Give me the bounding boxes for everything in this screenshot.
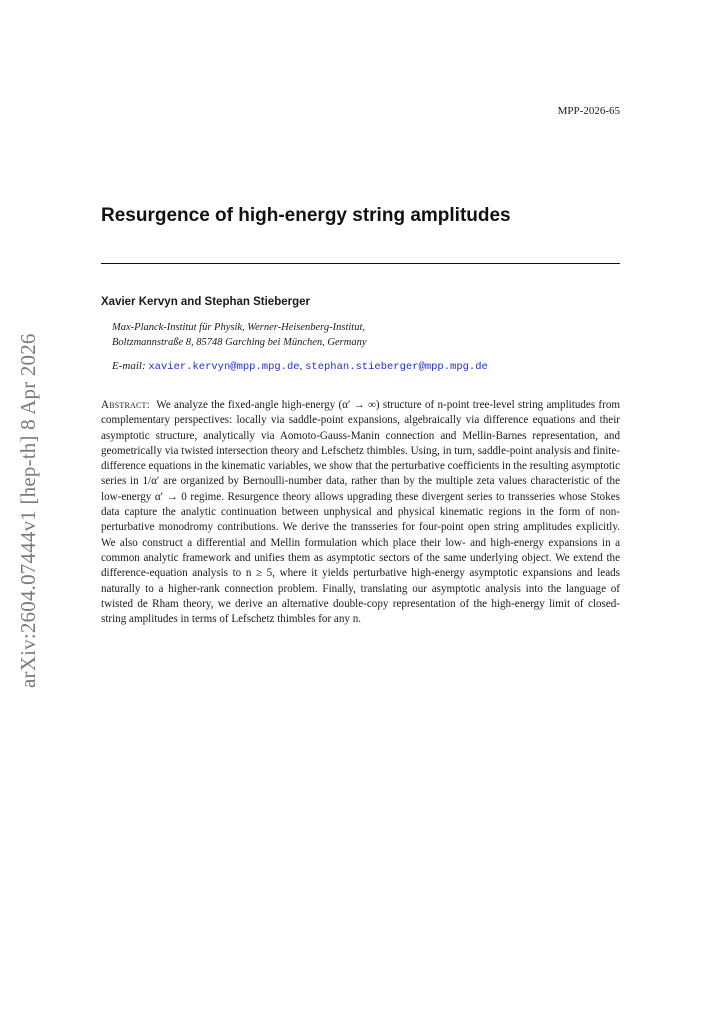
report-number: MPP-2026-65: [557, 105, 620, 117]
affiliation: [112, 320, 367, 350]
email-link-stieberger[interactable]: stephan.stieberger@mpp.mpg.de: [305, 361, 488, 373]
email-line: [112, 360, 488, 373]
abstract: [101, 398, 620, 627]
authors: Xavier Kervyn and Stephan Stieberger: [101, 296, 310, 308]
abstract-text: We analyze the fixed-angle high-energy (α′ → ∞) structure of n-point tree-level string amplitudes from complementary perspectives: locally via saddle-point expansions, algebraically via difference equations and their asymptotic structure, analytically via Aomoto-Gauss-Manin connection and Mellin-Barnes representation, and geometrically via twisted intersection theory and Lefschetz thimbles. Using, in turn, saddle-point analysis and finite-difference equations in the kinematic variables, we show that the perturbative coefficients in the resulting asymptotic series in 1/α′ are organized by Bernoulli-number data, rather than by the multiple zeta values characteristic of the low-energy α′ → 0 regime. Resurgence theory allows upgrading these divergent series to transseries whose Stokes data capture the analytic continuation between unphysical and physical kinematic regions in the form of non-perturbative monodromy contributions. We derive the transseries for four-point open string amplitudes explicitly. We also construct a differential and Mellin formulation which place their low- and high-energy expansions in a common analytic framework and unifies them as asymptotic sectors of the same underlying object. We extend the difference-equation analysis to n ≥ 5, where it yields perturbative high-energy asymptotic expansions and leads naturally to a higher-rank connection problem. Finally, translating our asymptotic analysis into the language of twisted de Rham theory, we derive an alternative double-copy representation of the high-energy limit of closed-string amplitudes in terms of Lefschetz thimbles for any n.: [101, 399, 620, 626]
paper-title: Resurgence of high-energy string amplitudes: [101, 205, 511, 226]
email-label: E-mail:: [112, 360, 146, 372]
affiliation-line-2: Boltzmannstraße 8, 85748 Garching bei München, Germany: [112, 337, 367, 348]
arxiv-identifier-stamp[interactable]: arXiv:2604.07444v1 [hep-th] 8 Apr 2026: [16, 333, 40, 688]
affiliation-line-1: Max-Planck-Institut für Physik, Werner-Heisenberg-Institut,: [112, 322, 365, 333]
email-separator: ,: [299, 360, 303, 372]
title-rule: [101, 263, 620, 264]
email-link-kervyn[interactable]: xavier.kervyn@mpp.mpg.de: [148, 361, 300, 373]
abstract-heading: Abstract:: [101, 399, 150, 411]
